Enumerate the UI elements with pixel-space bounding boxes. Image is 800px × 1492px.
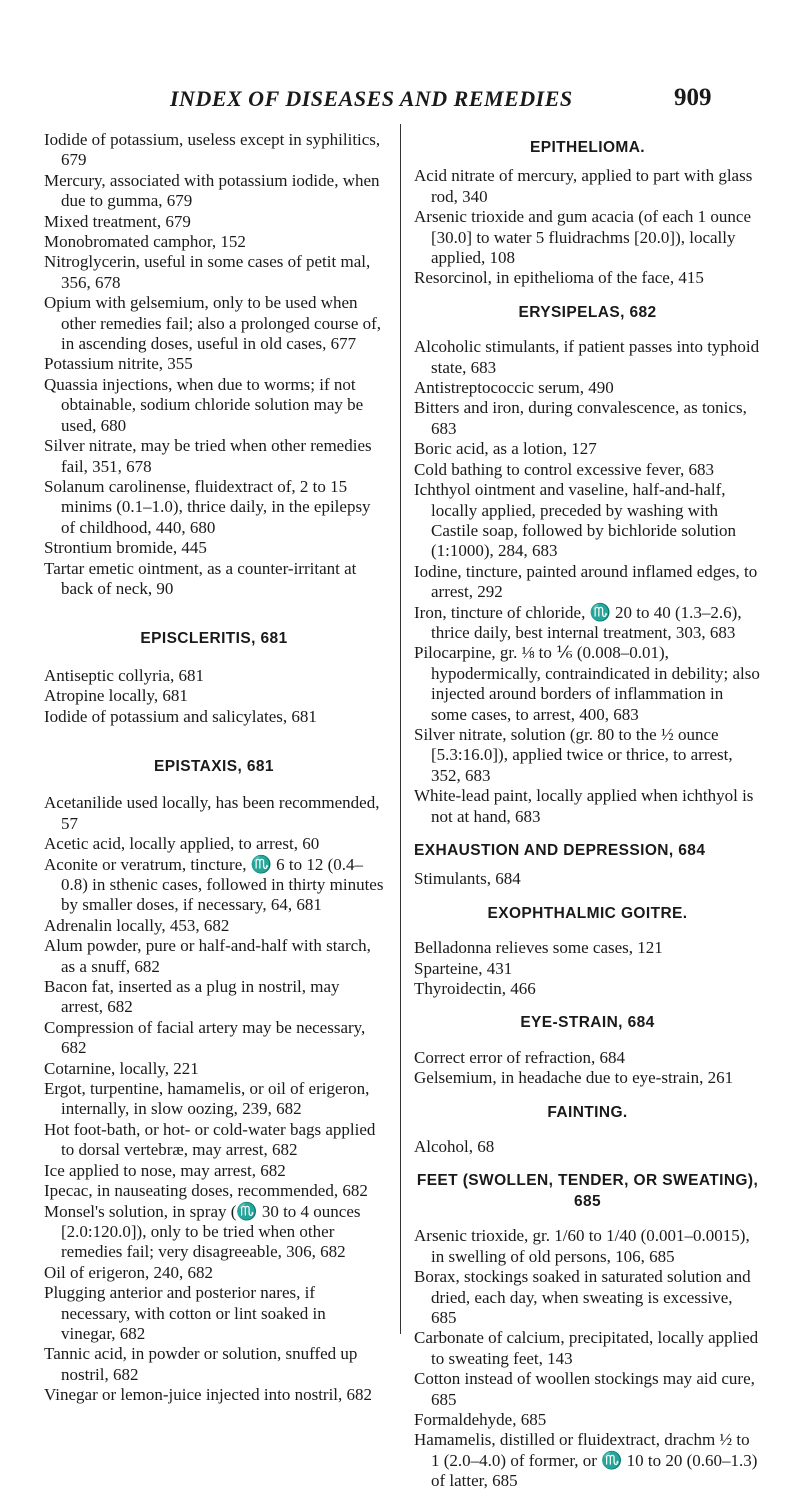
section-heading-episcleritis: EPISCLERITIS, 681: [140, 630, 288, 648]
index-entry: Acetanilide used locally, has been recommended, 57: [44, 793, 380, 833]
section-heading-feet: FEET (SWOLLEN, TENDER, OR SWEATING), 685: [416, 1172, 759, 1210]
index-entry: Quassia injections, when due to worms; if not obtainable, sodium chloride solution may be used, 680: [44, 374, 364, 435]
index-entry: Resorcinol, in epithelioma of the face, 415: [414, 268, 704, 288]
index-entry: Acid nitrate of mercury, applied to part with glass rod, 340: [414, 166, 753, 206]
index-entry: Carbonate of calcium, precipitated, locally applied to sweating feet, 143: [414, 1328, 759, 1368]
index-entry: Hamamelis, distilled or fluidextract, drachm ½ to 1 (2.0–4.0) of former, or ♏ 10 to 20 (0.60–1.3) of latter, 685: [414, 1430, 758, 1491]
index-entry: Iodine, tincture, painted around inflamed edges, to arrest, 292: [414, 561, 758, 602]
right-column: [414, 130, 761, 1492]
section-heading-fainting: FAINTING.: [547, 1103, 628, 1121]
index-entry: Correct error of refraction, 684: [414, 1047, 625, 1067]
index-entry: Cold bathing to control excessive fever, 683: [414, 459, 715, 479]
section-heading-exophthalmic-goitre: EXOPHTHALMIC GOITRE.: [487, 904, 688, 922]
section-heading-epistaxis: EPISTAXIS, 681: [154, 757, 274, 775]
index-entry: Ichthyol ointment and vaseline, half-and-half, locally applied, preceded by washing with Castile soap, followed by bichloride solution (1:1000), 284, 683: [414, 480, 737, 561]
index-entry: Iodide of potassium and salicylates, 681: [44, 706, 317, 726]
index-entry: Cotarnine, locally, 221: [44, 1058, 199, 1078]
index-entry: Hot foot-bath, or hot- or cold-water bags applied to dorsal vertebræ, may arrest, 682: [44, 1119, 376, 1160]
index-entry: Oil of erigeron, 240, 682: [44, 1262, 214, 1282]
index-entry: Antistreptococcic serum, 490: [414, 378, 614, 398]
continued-entries: [44, 130, 384, 599]
section-heading-eye-strain: EYE-STRAIN, 684: [520, 1014, 655, 1032]
index-entry: Iodide of potassium, useless except in syphilitics, 679: [44, 130, 381, 170]
index-entry: Arsenic trioxide and gum acacia (of each 1 ounce [30.0] to water 5 fluidrachms [20.0]), locally applied, 108: [414, 207, 752, 268]
index-entry: Bacon fat, inserted as a plug in nostril, may arrest, 682: [44, 977, 340, 1017]
column-divider: [400, 124, 401, 1334]
index-entry: Nitroglycerin, useful in some cases of petit mal, 356, 678: [44, 252, 371, 292]
index-entry: Strontium bromide, 445: [44, 538, 207, 558]
left-column: [44, 130, 384, 1406]
index-entry: Atropine locally, 681: [44, 686, 188, 706]
index-entry: Monsel's solution, in spray (♏ 30 to 4 ounces [2.0:120.0]), only to be tried when other remedies fail; very disagreeable, 306, 682: [44, 1201, 361, 1262]
index-entry: Cotton instead of woollen stockings may aid cure, 685: [414, 1369, 755, 1409]
section-heading-epithelioma: EPITHELIOMA.: [529, 139, 646, 156]
index-entry: Compression of facial artery may be necessary, 682: [44, 1017, 366, 1058]
index-entry: Sparteine, 431: [414, 958, 513, 978]
page-number: 909: [674, 84, 712, 111]
index-entry: Bitters and iron, during convalescence, as tonics, 683: [414, 398, 747, 438]
index-entry: White-lead paint, locally applied when ichthyol is not at hand, 683: [414, 786, 754, 826]
index-entry: Ice applied to nose, may arrest, 682: [44, 1160, 286, 1180]
index-entry: Silver nitrate, solution (gr. 80 to the ½ ounce [5.3:16.0]), applied twice or thrice, to arrest, 352, 683: [414, 724, 733, 785]
index-entry: Plugging anterior and posterior nares, if necessary, with cotton or lint soaked in vinegar, 682: [44, 1283, 326, 1343]
index-entry: Formaldehyde, 685: [414, 1409, 547, 1429]
index-entry: Borax, stockings soaked in saturated solution and dried, each day, when sweating is excessive, 685: [414, 1267, 751, 1327]
index-entry: Adrenalin locally, 453, 682: [44, 915, 230, 935]
index-entry: Vinegar or lemon-juice injected into nostril, 682: [44, 1385, 373, 1405]
index-entry: Tannic acid, in powder or solution, snuffed up nostril, 682: [44, 1344, 358, 1384]
index-entry: Acetic acid, locally applied, to arrest, 60: [44, 834, 320, 854]
page-header: [0, 86, 800, 120]
index-entry: Potassium nitrite, 355: [44, 354, 193, 374]
index-entry: Alcoholic stimulants, if patient passes into typhoid state, 683: [414, 337, 760, 377]
index-entry: Antiseptic collyria, 681: [44, 665, 205, 685]
index-entry: Mercury, associated with potassium iodide, when due to gumma, 679: [44, 170, 380, 211]
running-title: INDEX OF DISEASES AND REMEDIES: [170, 86, 573, 111]
index-entry: Monobromated camphor, 152: [44, 232, 246, 252]
index-entry: Belladonna relieves some cases, 121: [414, 938, 663, 958]
section-heading-exhaustion: EXHAUSTION AND DEPRESSION, 684: [414, 842, 706, 859]
index-entry: Tartar emetic ointment, as a counter-irritant at back of neck, 90: [44, 558, 357, 598]
index-entry: Ipecac, in nauseating doses, recommended, 682: [44, 1181, 368, 1201]
index-entry: Opium with gelsemium, only to be used when other remedies fail; also a prolonged course of, in ascending doses, useful in old cases, 677: [44, 293, 382, 354]
section-heading-erysipelas: ERYSIPELAS, 682: [518, 303, 657, 321]
index-entry: Arsenic trioxide, gr. 1/60 to 1/40 (0.001–0.0015), in swelling of old persons, 106, 685: [414, 1226, 750, 1266]
index-entry: Alcohol, 68: [414, 1137, 495, 1157]
index-entry: Boric acid, as a lotion, 127: [414, 439, 597, 459]
index-entry: Ergot, turpentine, hamamelis, or oil of erigeron, internally, in slow oozing, 239, 682: [44, 1079, 370, 1119]
index-entry: Solanum carolinense, fluidextract of, 2 to 15 minims (0.1–1.0), thrice daily, in the epilepsy of childhood, 440, 680: [44, 476, 371, 537]
index-entry: Gelsemium, in headache due to eye-strain, 261: [414, 1068, 734, 1088]
index-entry: Pilocarpine, gr. ⅛ to ⅙ (0.008–0.01), hypodermically, contraindicated in debility; also injected around borders of inflammation in some cases, to arrest, 400, 683: [414, 643, 760, 724]
index-entry: Alum powder, pure or half-and-half with starch, as a snuff, 682: [44, 936, 371, 976]
index-entry: Aconite or veratrum, tincture, ♏ 6 to 12 (0.4–0.8) in sthenic cases, followed in thirty minutes by smaller doses, if necessary, 64, 681: [44, 854, 384, 915]
index-entry: Iron, tincture of chloride, ♏ 20 to 40 (1.3–2.6), thrice daily, best internal treatment, 303, 683: [414, 602, 742, 642]
index-entry: Thyroidectin, 466: [414, 979, 536, 999]
index-entry: Silver nitrate, may be tried when other remedies fail, 351, 678: [44, 436, 372, 476]
index-entry: Mixed treatment, 679: [44, 211, 191, 231]
index-entry: Stimulants, 684: [414, 869, 521, 889]
